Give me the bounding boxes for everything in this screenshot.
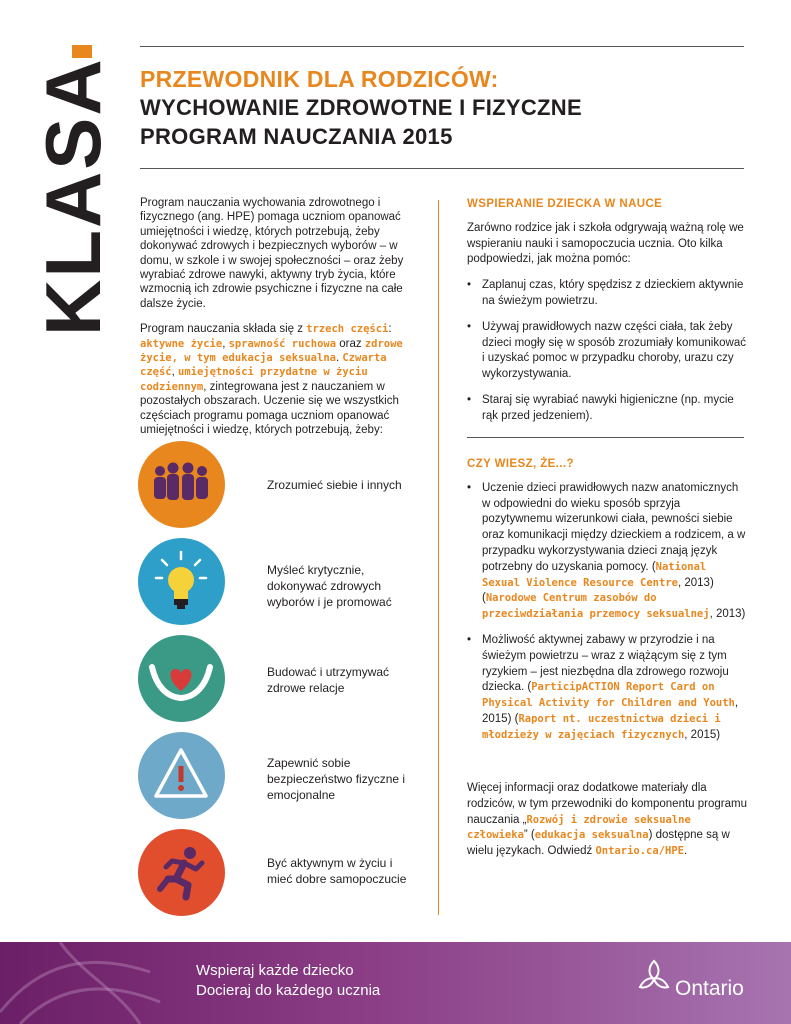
link-three-parts[interactable]: trzech części (306, 323, 389, 336)
list-item: • Możliwość aktywnej zabawy w przyrodzie i na świeżym powietrzu – wraz z wiążącym się z tym ryzykiem – jest niezbędna dla zdrowego rozwoju dziecka. (ParticipACTION Report Card on Physical Activity for Children and Youth, 2015) (Raport nt. uczestnictwa dzieci i młodzieży w zajęciach fizycznych, 2015) (467, 633, 747, 744)
link-movement[interactable]: sprawność ruchowa (228, 337, 337, 350)
tips-list (467, 278, 747, 424)
list-item: • Uczenie dzieci prawidłowych nazw anatomicznych w odpowiedni do wieku sposób sprzyja pozytywnemu wizerunkowi ciała, pewności siebie oraz komunikacji między dzieckiem a rodzicem, a w przypadku wykorzystywania dzieci znają język potrzebny do uzyskania pomocy. (National Sexual Violence Resource Centre, 2013) (Narodowe Centrum zasobów do przeciwdziałania przemocy seksualnej, 2013) (467, 481, 747, 623)
top-rule (140, 46, 744, 47)
list-item: • Staraj się wyrabiać nawyki higieniczne (np. mycie rąk przed jedzeniem). (467, 393, 747, 425)
trillium-logo-icon (636, 957, 672, 997)
footer-slogan (196, 961, 380, 1001)
link-active-living[interactable]: aktywne życie (140, 337, 223, 350)
facts-list (467, 481, 747, 744)
link-participaction-pl[interactable]: Raport nt. uczestnictwa dzieci i młodzieży w zajęciach fizycznych (482, 712, 721, 741)
header-rule (140, 168, 744, 169)
page-title-line2: WYCHOWANIE ZDROWOTNE I FIZYCZNE (140, 95, 582, 120)
ontario-logo-text: Ontario (675, 977, 744, 1000)
people-icon (138, 441, 225, 528)
lightbulb-icon (138, 538, 225, 625)
support-intro: Zarówno rodzice jak i szkoła odgrywają ważną rolę we wspieraniu nauki i samopoczucia ucznia. Oto kilka podpowiedzi, jak można pomóc: (467, 221, 744, 266)
heart-hands-icon (138, 635, 225, 722)
link-nsvrc[interactable]: National Sexual Violence Resource Centre (482, 560, 707, 589)
more-info: Więcej informacji oraz dodatkowe materiały dla rodziców, w tym przewodniki do komponentu programu nauczania „Rozwój i zdrowie seksualne człowieka” (edukacja seksualna) dostępne są w wielu językach. Odwiedź Ontario.ca/HPE. (467, 782, 747, 858)
side-title-text: KLASA (29, 57, 117, 336)
footer-band (0, 942, 791, 1024)
link-participaction[interactable]: ParticipACTION Report Card on Physical Activity for Children and Youth (482, 681, 735, 710)
footer-line1: Wspieraj każde dziecko (196, 962, 354, 979)
section-rule (467, 437, 744, 438)
page-title-line3: PROGRAM NAUCZANIA 2015 (140, 124, 453, 149)
accent-bar (72, 45, 92, 58)
link-sexual-health[interactable]: Rozwój i zdrowie seksualne człowieka (467, 813, 691, 842)
intro-column (140, 196, 422, 449)
link-nsvrc-pl[interactable]: Narodowe Centrum zasobów do przeciwdziałania przemocy seksualnej (482, 592, 710, 621)
skill-active: Być aktywnym w życiu i mieć dobre samopoczucie (267, 856, 407, 886)
support-heading: WSPIERANIE DZIECKA W NAUCE (467, 198, 663, 210)
link-healthy-living[interactable]: zdrowe życie, w tym edukacja seksualna (140, 337, 403, 365)
side-title (8, 57, 117, 338)
skill-safety: Zapewnić sobie bezpieczeństwo fizyczne i emocjonalne (267, 756, 406, 802)
facts-heading: CZY WIESZ, ŻE...? (467, 458, 574, 470)
warning-icon (138, 732, 225, 819)
skill-understand: Zrozumieć siebie i innych (267, 478, 402, 492)
runner-icon (138, 829, 225, 916)
list-item: • Używaj prawidłowych nazw części ciała, tak żeby dzieci mogły się w sposób zrozumiały komunikować i uzyskać pomoc w przypadku choroby, urazu czy wykorzystywania. (467, 320, 747, 383)
intro-paragraph: Program nauczania wychowania zdrowotnego i fizycznego (ang. HPE) pomaga uczniom opanować umiejętności i wiedzę, których potrzebują, żeby dokonywać zdrowych i bezpiecznych wyborów – w domu, w szkole i w swojej społeczności – oraz żeby wyrabiać zdrowe nawyki, aktywny tryb życia, które wzmocnią ich zdrowie psychiczne i fizyczne na całe dalsze życie. (140, 197, 404, 310)
footer-line2: Docieraj do każdego ucznia (196, 982, 381, 999)
link-sex-ed[interactable]: edukacja seksualna (534, 829, 649, 842)
skill-think-critically: Myśleć krytycznie, dokonywać zdrowych wyborów i je promować (267, 563, 392, 609)
link-fourth-part[interactable]: Czwarta część (140, 352, 387, 379)
link-ontario-hpe[interactable]: Ontario.ca/HPE (595, 845, 684, 858)
link-living-skills[interactable]: umiejętności przydatne w życiu codziennym (140, 366, 368, 393)
column-divider (438, 200, 439, 915)
list-item: • Zaplanuj czas, który spędzisz z dzieckiem aktywnie na świeżym powietrzu. (467, 278, 747, 310)
curriculum-paragraph: Program nauczania składa się z trzech części: aktywne życie, sprawność ruchowa oraz zdrowe życie, w tym edukacja seksualna. Czwarta część, umiejętności przydatne w życiu codziennym, zintegrowana jest z nauczaniem w pozostałych obszarach. Uczenie się we wszystkich częściach programu pomaga uczniom opanować umiejętności i wiedzę, których potrzebują, żeby: (140, 323, 403, 437)
skill-relationships: Budować i utrzymywać zdrowe relacje (267, 665, 390, 695)
support-section (467, 197, 747, 435)
page-title-line1: PRZEWODNIK DLA RODZICÓW: (140, 66, 499, 92)
facts-section (467, 457, 747, 754)
